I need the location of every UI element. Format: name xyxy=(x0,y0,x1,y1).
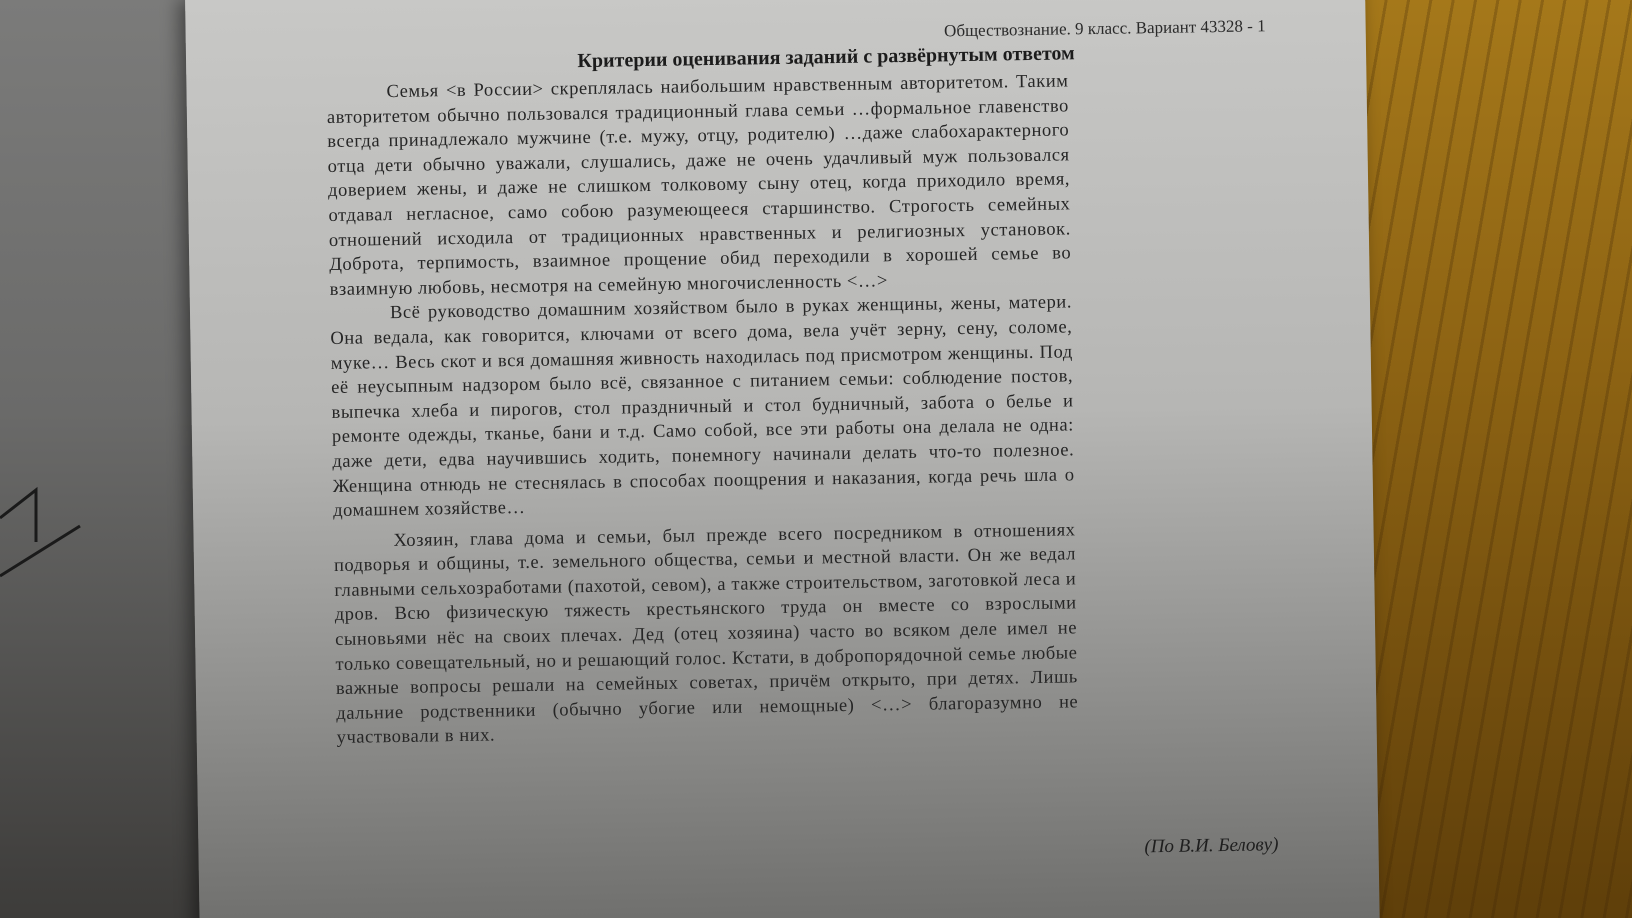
page-title: Критерии оценивания заданий с развёрнутым ответом xyxy=(577,42,1075,73)
paragraph-3: Хозяин, глава дома и семьи, был прежде всего посредником в отношениях подворья и общины, т.е. земельного общества, семьи и местной власти. Он же ведал главными сельхозработами (пахотой, севом), а также строительством, заготовкой леса и дров. Всю физическую тяжесть крестьянского труда он вместе со взрослыми сыновьями нёс на своих плечах. Дед (отец хозяина) часто во всяком деле имел не только совещательный, но и решающий голос. Кстати, в добропорядочной семье любые важные вопросы решали на семейных советах, причём открыто, при детях. Лишь дальние родственники (обычно убогие или немощные) <…> благоразумно не участвовали в них. xyxy=(333,520,1079,749)
exam-page xyxy=(185,0,1380,918)
page-header: Обществознание. 9 класс. Вариант 43328 - 1 xyxy=(943,16,1266,41)
source-text xyxy=(326,69,1078,751)
pen-mark-icon xyxy=(0,480,120,590)
background-sheet xyxy=(0,0,200,918)
paragraph-1: Семья <в России> скреплялась наибольшим нравственным авторитетом. Таким авторитетом обычно пользовался традиционный глава семьи …формальное главенство всегда принадлежало мужчине (т.е. мужу, отцу, родителю) …даже слабохарактерного отца дети обычно уважали, слушались, даже не очень удачливый муж пользовался доверием жены, и даже не слишком толковому сыну отец, когда приходило время, отдавал негласное, само собою разумеющееся старшинство. Строгость семейных отношений исходила от традиционных нравственных и религиозных установок. Доброта, терпимость, взаимное прощение обид переходили в хорошей семье во взаимную любовь, несмотря на семейную многочисленность <…> xyxy=(326,71,1072,300)
wooden-table xyxy=(1340,0,1632,918)
text-attribution: (По В.И. Белову) xyxy=(1144,834,1279,858)
paragraph-2: Всё руководство домашним хозяйством было в руках женщины, жены, матери. Она ведала, как говорится, ключами от всего дома, вела учёт зерну, сену, соломе, муке… Весь скот и вся домашняя живность находилась под присмотром женщины. Под её неусыпным надзором было всё, связанное с питанием семьи: соблюдение постов, выпечка хлеба и пирогов, стол праздничный и стол будничный, забота о белье и ремонте одежды, тканье, бани и т.д. Само собой, все эти работы она делала не одна: даже дети, едва научившись ходить, понемногу начинали делать что-то полезное. Женщина отнюдь не стеснялась в способах поощрения и наказания, когда речь шла о домашнем хозяйстве… xyxy=(330,292,1075,522)
